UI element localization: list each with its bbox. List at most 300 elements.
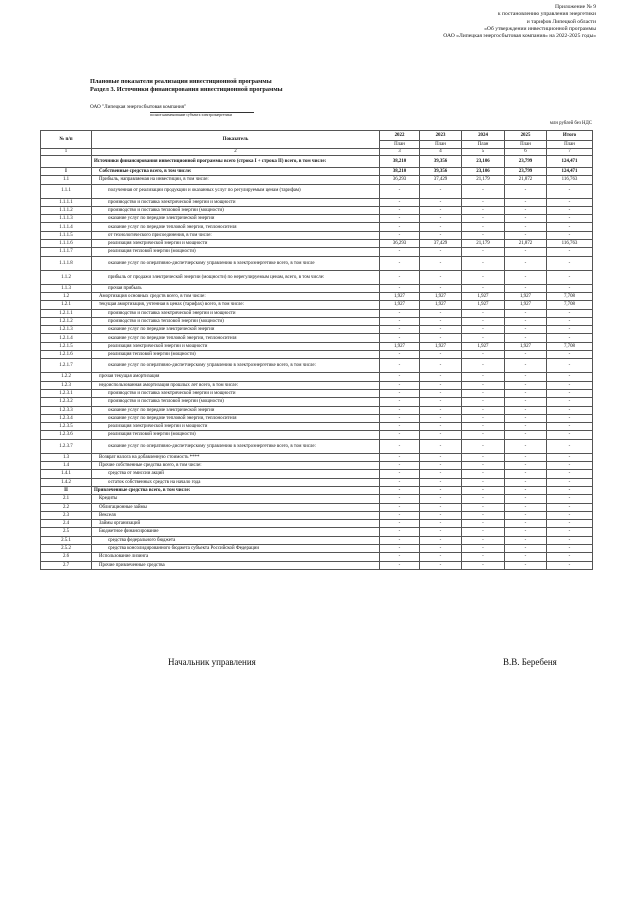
table-row [41,431,593,439]
row-value: - [380,478,420,486]
row-value: - [547,256,593,270]
row-label: производство и поставка тепловой энергии (мощности) [92,398,380,406]
row-value: - [505,256,547,270]
row-value: - [380,470,420,478]
table-row [41,439,593,453]
table-row [41,478,593,486]
row-value: - [547,431,593,439]
header-indicator: Показатель [92,131,380,149]
row-label: прочая прибыль [92,284,380,292]
row-value: - [547,544,593,552]
row-value: - [505,462,547,470]
row-value: - [462,184,505,198]
table-row [41,256,593,270]
row-number: 1.1.1.2 [41,206,92,214]
header-plan: План [380,141,420,149]
table-row [41,248,593,256]
column-number: 4 [420,149,462,156]
row-value: - [462,406,505,414]
row-number: I [41,168,92,176]
row-value: - [462,223,505,231]
table-row [41,503,593,511]
row-number: 1.1.1 [41,184,92,198]
table-row [41,528,593,536]
row-value: - [380,528,420,536]
row-number: 1.2.1 [41,301,92,309]
row-value: - [420,414,462,422]
table-row [41,536,593,544]
row-value: - [547,184,593,198]
row-value: - [547,462,593,470]
row-value: - [547,528,593,536]
header-total: Итого [547,131,593,141]
table-row [41,198,593,206]
row-value: 7,708 [547,301,593,309]
row-value: - [420,373,462,381]
document-titles [90,78,283,95]
row-value: 1,927 [505,342,547,350]
row-value: - [462,453,505,461]
row-label: Использование лизинга [92,553,380,561]
row-value: - [420,398,462,406]
row-value: - [462,414,505,422]
row-label: оказание услуг по оперативно-диспетчерскому управлению в электроэнергетике всего, в том числе [92,256,380,270]
row-value: 1,927 [462,292,505,300]
row-value: - [380,231,420,239]
row-value: - [380,184,420,198]
row-number: 1.3 [41,453,92,461]
row-value: - [462,373,505,381]
row-value: 39,356 [420,156,462,168]
row-value: - [380,215,420,223]
column-number: 3 [380,149,420,156]
table-row [41,389,593,397]
row-label: оказание услуг по передаче электрической энергии [92,215,380,223]
row-value: - [420,511,462,519]
row-value: - [547,206,593,214]
row-value: - [462,359,505,373]
row-value: - [547,198,593,206]
main-title: Плановые показатели реализации инвестиционной программы [90,78,272,85]
row-value: - [505,198,547,206]
row-value: - [462,206,505,214]
row-value: 7,708 [547,292,593,300]
row-label: реализация электрической энергии и мощности [92,423,380,431]
row-label: средства консолидированного бюджета субъекта Российской Федерации [92,544,380,552]
row-value: - [547,223,593,231]
row-value: - [462,351,505,359]
row-value: - [505,511,547,519]
table-row [41,486,593,494]
row-value: - [420,462,462,470]
row-number: 1.4.1 [41,470,92,478]
row-value: - [420,544,462,552]
row-label: оказание услуг по передаче тепловой энергии, теплоносителя [92,223,380,231]
header-line: Приложение № 9 [555,4,596,10]
table-row [41,373,593,381]
row-value: - [462,309,505,317]
row-value: - [380,206,420,214]
row-value: - [547,351,593,359]
row-value: - [420,439,462,453]
row-label: Привлеченные средства всего, в том числе: [92,486,380,494]
row-value: - [462,334,505,342]
row-number: 1.1.1.6 [41,240,92,248]
row-value: - [462,528,505,536]
row-number: 1.1 [41,176,92,184]
row-label: оказание услуг по передаче электрической энергии [92,326,380,334]
row-number: 1.2.3 [41,381,92,389]
row-value: 23,799 [505,168,547,176]
row-value: - [462,536,505,544]
row-value: 116,763 [547,240,593,248]
row-value: - [380,536,420,544]
row-value: - [547,381,593,389]
row-label: производство и поставка электрической энергии и мощности [92,389,380,397]
row-value: - [462,553,505,561]
row-value: - [420,528,462,536]
row-number: 1.2.1.3 [41,326,92,334]
row-value: - [420,520,462,528]
row-number: 1.2.3.3 [41,406,92,414]
row-value: - [547,495,593,503]
row-value: - [547,486,593,494]
table-row [41,301,593,309]
header-plan: План [462,141,505,149]
row-label: реализация электрической энергии и мощности [92,240,380,248]
table-row [41,309,593,317]
row-value: - [462,439,505,453]
row-value: - [420,334,462,342]
table-row [41,240,593,248]
row-value: - [547,326,593,334]
table-row [41,495,593,503]
row-value: - [505,326,547,334]
table-row [41,423,593,431]
row-value: 116,763 [547,176,593,184]
row-value: - [505,423,547,431]
row-value: - [462,561,505,569]
row-number: 1.2.1.5 [41,342,92,350]
row-number: 1.4 [41,462,92,470]
table-row [41,553,593,561]
header-plan: План [505,141,547,149]
row-value: 21,179 [462,240,505,248]
row-value: - [505,373,547,381]
row-value: - [420,231,462,239]
signer-name: В.В. Беребеня [503,657,557,667]
row-value: - [462,503,505,511]
row-value: 36,293 [380,176,420,184]
row-value: - [505,223,547,231]
column-number: 7 [547,149,593,156]
row-value: - [380,544,420,552]
row-value: - [547,453,593,461]
row-value: - [547,359,593,373]
column-number: 5 [462,149,505,156]
column-number: 6 [505,149,547,156]
header-year: 2023 [420,131,462,141]
row-value: - [420,470,462,478]
row-number: 1.4.2 [41,478,92,486]
row-value: - [505,561,547,569]
row-number: 1.2.3.6 [41,431,92,439]
table-row [41,326,593,334]
row-value: 23,106 [462,168,505,176]
row-value: - [505,351,547,359]
row-value: - [505,406,547,414]
row-value: 1,927 [380,301,420,309]
row-value: - [505,309,547,317]
header-line: ОАО «Липецкая энергосбытовая компания» на 2022-2025 годы» [443,33,596,40]
row-value: - [380,270,420,284]
row-value: - [380,553,420,561]
row-value: - [380,198,420,206]
row-value: - [380,511,420,519]
table-row [41,231,593,239]
row-value: - [505,528,547,536]
row-value: - [505,334,547,342]
row-value: - [462,215,505,223]
row-value: 1,927 [380,292,420,300]
row-value: - [380,520,420,528]
row-value: - [547,414,593,422]
row-value: 1,927 [380,342,420,350]
row-label: производство и поставка тепловой энергии (мощности) [92,206,380,214]
row-label: Прибыль, направляемая на инвестиции, в том числе: [92,176,380,184]
row-value: - [380,309,420,317]
table-row [41,520,593,528]
row-value: - [420,326,462,334]
row-value: - [420,406,462,414]
row-label: остаток собственных средств на начало года [92,478,380,486]
row-number: 1.2.3.4 [41,414,92,422]
row-value: - [505,270,547,284]
row-value: - [462,520,505,528]
row-label: реализация тепловой энергии (мощности) [92,351,380,359]
row-value: - [462,423,505,431]
row-value: - [462,381,505,389]
row-value: - [462,284,505,292]
row-value: 39,356 [420,168,462,176]
row-value: - [380,389,420,397]
row-label: полученная от реализации продукции и оказанных услуг по регулируемым ценам (тарифам) [92,184,380,198]
row-number: 1.2.3.7 [41,439,92,453]
row-value: - [380,317,420,325]
row-value: - [420,270,462,284]
row-number: 1.2.1.6 [41,351,92,359]
row-value: - [505,284,547,292]
row-number: 2.5.2 [41,544,92,552]
row-number: 1.1.1.5 [41,231,92,239]
row-number: 1.2.1.7 [41,359,92,373]
row-value: - [420,503,462,511]
row-number [41,156,92,168]
row-number: 2.6 [41,553,92,561]
row-label: Прочие привлеченные средства [92,561,380,569]
row-value: - [462,462,505,470]
row-value: - [420,453,462,461]
organization-name: ОАО "Липецкая энергосбытовая компания" [90,104,187,110]
row-value: 21,179 [462,176,505,184]
row-number: 2.4 [41,520,92,528]
row-number: II [41,486,92,494]
row-value: - [462,256,505,270]
header-line: и тарифов Липецкой области [526,18,596,25]
row-label: прочая текущая амортизация [92,373,380,381]
row-value: - [420,495,462,503]
table-row [41,406,593,414]
row-value: 37,429 [420,240,462,248]
row-value: - [505,317,547,325]
row-value: - [505,389,547,397]
table-row [41,544,593,552]
appendix-header [443,4,596,40]
row-label: Собственные средства всего, в том числе: [92,168,380,176]
row-number: 1.2.2 [41,373,92,381]
row-label: реализация электрической энергии и мощности [92,342,380,350]
row-value: - [462,389,505,397]
row-value: - [462,544,505,552]
row-label: оказание услуг по оперативно-диспетчерскому управлению в электроэнергетике всего, в том числе: [92,359,380,373]
row-value: - [420,256,462,270]
row-value: - [547,373,593,381]
row-value: - [547,561,593,569]
header-line: к постановлению управления энергетики [497,11,596,18]
row-value: - [547,553,593,561]
row-value: - [505,206,547,214]
row-number: 2.5 [41,528,92,536]
row-value: 21,872 [505,240,547,248]
row-value: - [547,317,593,325]
signer-position: Начальник управления [168,657,256,667]
table-row [41,156,593,168]
header-plan: План [420,141,462,149]
row-number: 2.1 [41,495,92,503]
row-value: - [380,431,420,439]
header-year: 2025 [505,131,547,141]
row-number: 1.1.1.1 [41,198,92,206]
row-value: 38,210 [380,156,420,168]
row-value: - [505,536,547,544]
row-label: Облигационные займы [92,503,380,511]
row-value: - [462,248,505,256]
row-value: - [505,414,547,422]
table-row [41,359,593,373]
row-label: оказание услуг по оперативно-диспетчерскому управлению в электроэнергетике всего, в том числе: [92,439,380,453]
row-label: Векселя [92,511,380,519]
row-value: - [462,198,505,206]
table-row [41,184,593,198]
financing-table [40,130,593,570]
row-number: 1.1.2 [41,270,92,284]
row-value: - [420,206,462,214]
row-value: - [547,215,593,223]
row-label: Прочие собственные средства всего, в том числе: [92,462,380,470]
row-value: - [462,470,505,478]
row-value: - [420,553,462,561]
row-label: оказание услуг по передаче тепловой энергии, теплоносителя [92,414,380,422]
row-number: 1.1.1.4 [41,223,92,231]
table-row [41,398,593,406]
row-value: - [380,381,420,389]
row-label: производство и поставка электрической энергии и мощности [92,309,380,317]
row-number: 2.2 [41,503,92,511]
table-row [41,470,593,478]
row-value: - [380,256,420,270]
row-value: - [462,478,505,486]
row-number: 1.2.3.2 [41,398,92,406]
row-number: 1.2.3.5 [41,423,92,431]
row-value: - [547,439,593,453]
row-value: - [420,486,462,494]
row-value: - [505,544,547,552]
row-value: - [547,503,593,511]
row-number: 1.2 [41,292,92,300]
row-number: 1.1.1.3 [41,215,92,223]
row-value: - [547,389,593,397]
row-value: 23,799 [505,156,547,168]
row-value: - [380,351,420,359]
row-value: - [420,423,462,431]
row-number: 1.1.1.8 [41,256,92,270]
row-value: - [462,431,505,439]
header-number: № п/п [41,131,92,149]
row-value: - [380,359,420,373]
row-label: Бюджетное финансирование [92,528,380,536]
row-value: - [380,423,420,431]
row-value: - [505,184,547,198]
row-label: Займы организаций [92,520,380,528]
row-value: - [547,270,593,284]
row-value: - [380,406,420,414]
row-value: 1,927 [462,301,505,309]
table-row [41,511,593,519]
row-value: - [380,453,420,461]
row-number: 2.5.1 [41,536,92,544]
row-value: - [420,431,462,439]
row-value: - [462,511,505,519]
row-value: - [462,486,505,494]
header-plan: План [547,141,593,149]
row-value: - [380,462,420,470]
row-label: Кредиты [92,495,380,503]
table-row [41,206,593,214]
row-value: - [505,381,547,389]
table-row [41,561,593,569]
row-value: - [420,215,462,223]
row-value: - [547,406,593,414]
row-value: - [462,231,505,239]
table-row [41,317,593,325]
row-value: 124,471 [547,156,593,168]
row-number: 1.1.3 [41,284,92,292]
row-value: - [505,453,547,461]
row-value: - [547,423,593,431]
table-row [41,284,593,292]
row-value: - [380,373,420,381]
row-value: - [380,495,420,503]
row-label: средства федерального бюджета [92,536,380,544]
column-number: 1 [41,149,92,156]
row-value: 38,210 [380,168,420,176]
units-label: млн рублей без НДС [549,121,592,126]
table-row [41,215,593,223]
row-label: производство и поставка электрической энергии и мощности [92,198,380,206]
row-number: 2.3 [41,511,92,519]
table-row [41,292,593,300]
row-value: - [420,351,462,359]
